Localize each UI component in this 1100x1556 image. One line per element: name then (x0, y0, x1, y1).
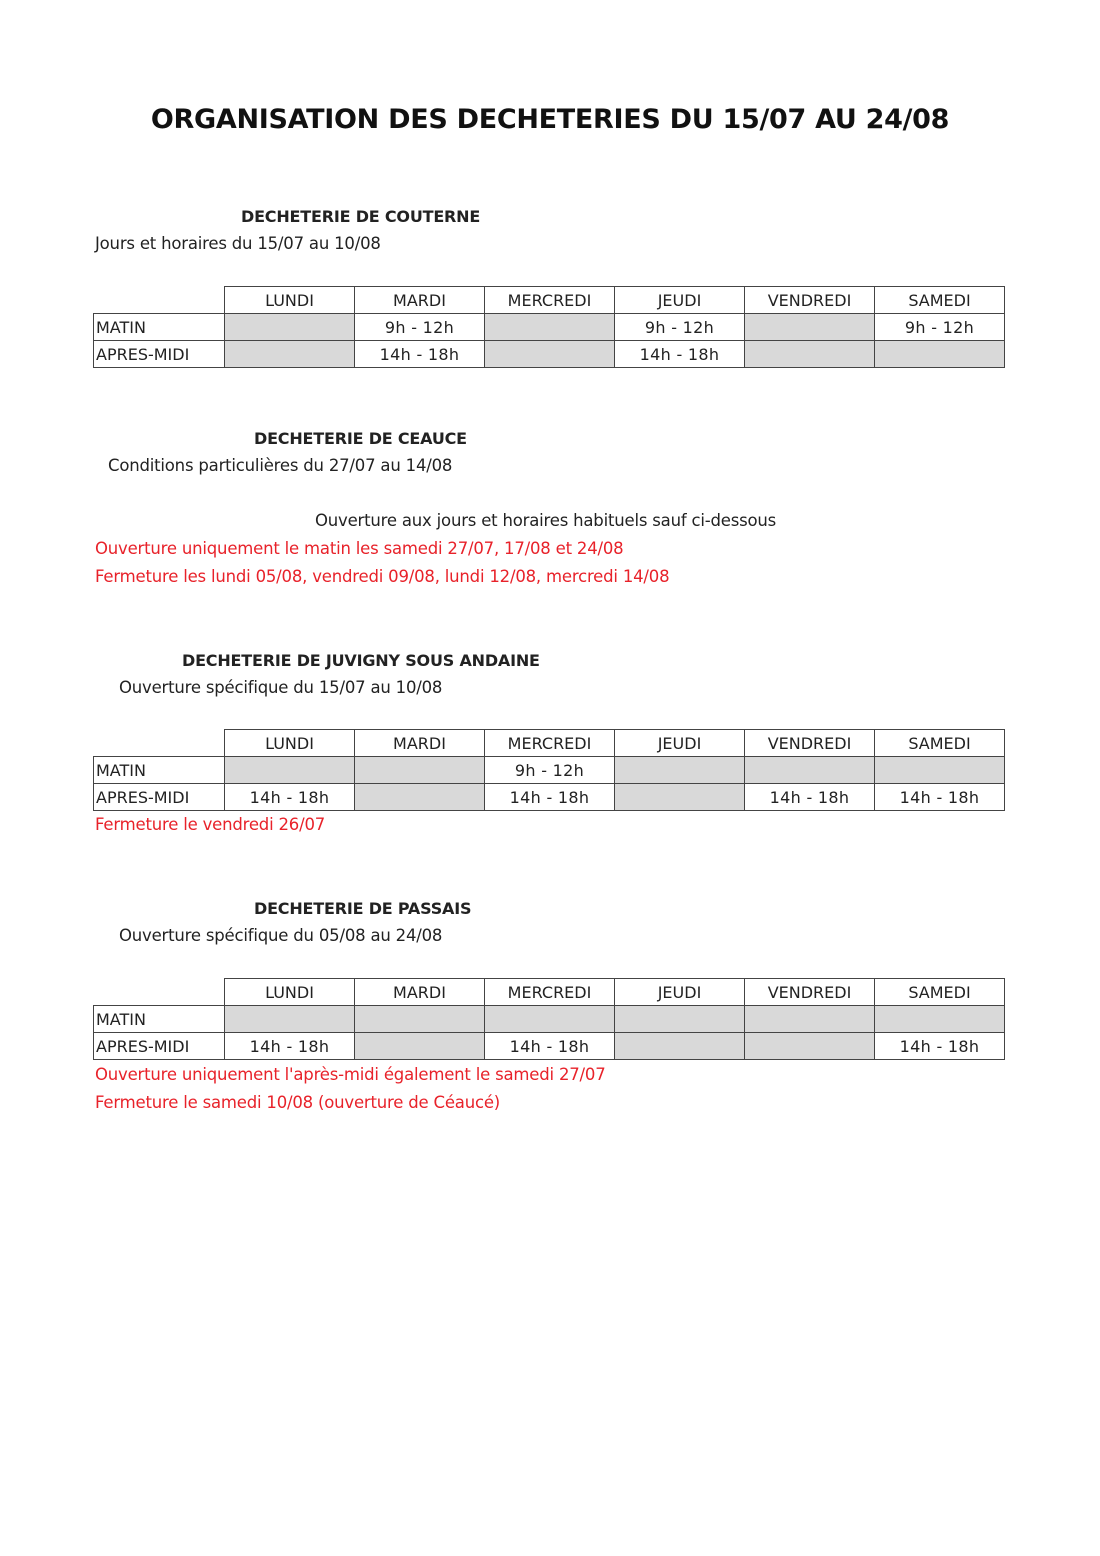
schedule-cell (355, 784, 485, 811)
day-header: MARDI (355, 979, 485, 1006)
ceauce-red-note: Ouverture uniquement le matin les samedi 27/07, 17/08 et 24/08 (95, 539, 624, 558)
passais-schedule-table (93, 978, 1005, 1060)
day-header: VENDREDI (745, 979, 875, 1006)
passais-subtitle: Ouverture spécifique du 05/08 au 24/08 (119, 926, 443, 945)
day-header: MERCREDI (485, 979, 615, 1006)
ceauce-note: Ouverture aux jours et horaires habituels sauf ci-dessous (315, 511, 777, 530)
couterne-subtitle: Jours et horaires du 15/07 au 10/08 (95, 234, 381, 253)
day-header: LUNDI (225, 979, 355, 1006)
header-corner (94, 979, 225, 1006)
table-row-apres-midi (94, 341, 1005, 368)
row-label: MATIN (94, 757, 225, 784)
schedule-cell (485, 341, 615, 368)
schedule-cell (615, 784, 745, 811)
row-label: MATIN (94, 314, 225, 341)
schedule-cell (875, 757, 1005, 784)
day-header: MARDI (355, 730, 485, 757)
ceauce-subtitle: Conditions particulières du 27/07 au 14/08 (108, 456, 453, 475)
juvigny-heading: DECHETERIE DE JUVIGNY SOUS ANDAINE (182, 651, 540, 670)
schedule-cell (225, 1006, 355, 1033)
table-row-matin (94, 1006, 1005, 1033)
couterne-heading: DECHETERIE DE COUTERNE (241, 207, 481, 226)
schedule-cell: 9h - 12h (355, 314, 485, 341)
schedule-cell (745, 314, 875, 341)
ceauce-heading: DECHETERIE DE CEAUCE (254, 429, 467, 448)
day-header: SAMEDI (875, 730, 1005, 757)
day-header: LUNDI (225, 287, 355, 314)
schedule-cell: 14h - 18h (875, 1033, 1005, 1060)
schedule-cell (615, 1033, 745, 1060)
schedule-cell: 14h - 18h (485, 1033, 615, 1060)
table-row-apres-midi (94, 784, 1005, 811)
day-header: JEUDI (615, 287, 745, 314)
passais-heading: DECHETERIE DE PASSAIS (254, 899, 472, 918)
schedule-cell (615, 757, 745, 784)
table-header-row (94, 287, 1005, 314)
schedule-cell: 14h - 18h (485, 784, 615, 811)
schedule-cell (875, 1006, 1005, 1033)
schedule-cell: 14h - 18h (225, 784, 355, 811)
day-header: LUNDI (225, 730, 355, 757)
schedule-cell: 14h - 18h (615, 341, 745, 368)
schedule-cell: 14h - 18h (875, 784, 1005, 811)
schedule-cell (745, 1006, 875, 1033)
schedule-cell (355, 757, 485, 784)
day-header: JEUDI (615, 730, 745, 757)
schedule-cell (875, 341, 1005, 368)
table-row-matin (94, 314, 1005, 341)
table-header-row (94, 730, 1005, 757)
schedule-cell: 14h - 18h (355, 341, 485, 368)
day-header: SAMEDI (875, 287, 1005, 314)
table-row-apres-midi (94, 1033, 1005, 1060)
schedule-cell: 9h - 12h (615, 314, 745, 341)
ceauce-red-note: Fermeture les lundi 05/08, vendredi 09/08, lundi 12/08, mercredi 14/08 (95, 567, 670, 586)
schedule-cell (225, 341, 355, 368)
row-label: MATIN (94, 1006, 225, 1033)
schedule-cell (615, 1006, 745, 1033)
table-header-row (94, 979, 1005, 1006)
day-header: VENDREDI (745, 730, 875, 757)
passais-red-note: Ouverture uniquement l'après-midi également le samedi 27/07 (95, 1065, 606, 1084)
row-label: APRES-MIDI (94, 1033, 225, 1060)
day-header: MERCREDI (485, 730, 615, 757)
page-title: ORGANISATION DES DECHETERIES DU 15/07 AU 24/08 (150, 104, 950, 135)
schedule-cell (745, 1033, 875, 1060)
schedule-cell (485, 314, 615, 341)
passais-red-note: Fermeture le samedi 10/08 (ouverture de Céaucé) (95, 1093, 501, 1112)
juvigny-schedule-table (93, 729, 1005, 811)
header-corner (94, 287, 225, 314)
row-label: APRES-MIDI (94, 784, 225, 811)
schedule-cell: 14h - 18h (225, 1033, 355, 1060)
schedule-cell (745, 341, 875, 368)
day-header: MERCREDI (485, 287, 615, 314)
couterne-schedule-table (93, 286, 1005, 368)
schedule-cell (225, 757, 355, 784)
juvigny-red-note: Fermeture le vendredi 26/07 (95, 815, 326, 834)
header-corner (94, 730, 225, 757)
schedule-cell (485, 1006, 615, 1033)
schedule-cell (355, 1033, 485, 1060)
row-label: APRES-MIDI (94, 341, 225, 368)
schedule-cell (355, 1006, 485, 1033)
schedule-cell: 9h - 12h (485, 757, 615, 784)
table-row-matin (94, 757, 1005, 784)
day-header: MARDI (355, 287, 485, 314)
day-header: VENDREDI (745, 287, 875, 314)
schedule-cell: 9h - 12h (875, 314, 1005, 341)
day-header: SAMEDI (875, 979, 1005, 1006)
juvigny-subtitle: Ouverture spécifique du 15/07 au 10/08 (119, 678, 443, 697)
schedule-cell (745, 757, 875, 784)
schedule-cell (225, 314, 355, 341)
schedule-cell: 14h - 18h (745, 784, 875, 811)
day-header: JEUDI (615, 979, 745, 1006)
